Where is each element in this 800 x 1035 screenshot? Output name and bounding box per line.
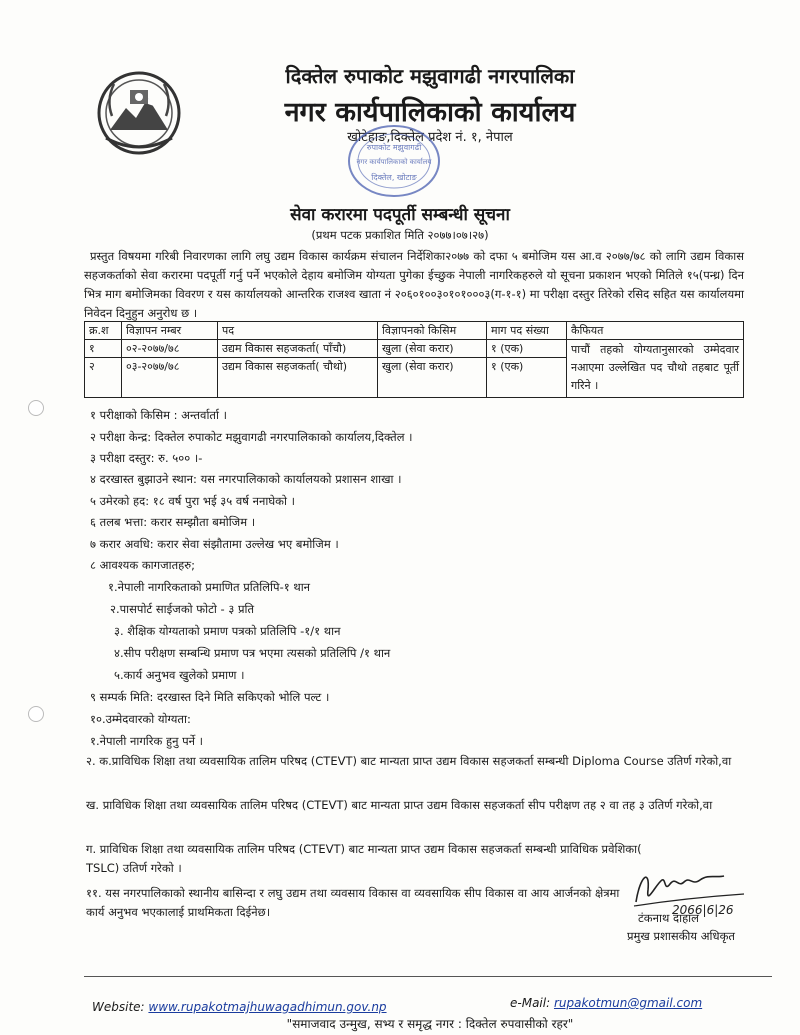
signatory-title: प्रमुख प्रशासकीय अधिकृत <box>627 929 735 943</box>
vacancy-table <box>84 321 744 398</box>
qualification-citizen: १.नेपाली नागरिक हुनु पर्ने । <box>90 734 204 748</box>
detail-exam-type: १ परीक्षाको किसिम : अन्तर्वार्ता । <box>90 408 227 422</box>
signature-date: 2066|6|26 <box>672 903 734 917</box>
punch-hole <box>28 706 44 722</box>
col-post: पद <box>218 322 378 340</box>
stamp-text-top: रुपाकोट मझुवागढी <box>366 143 422 152</box>
website-line <box>92 1000 387 1014</box>
detail-contract-period: ७ करार अवधि: करार सेवा संझौतामा उल्लेख भए बमोजिम । <box>90 537 339 551</box>
cell-ad-number: ०२-२०७७/७८ <box>122 340 218 358</box>
stamp-text-bottom: दिक्तेल, खोटाङ <box>371 173 417 182</box>
document-item: ३. शैक्षिक योग्यताको प्रमाण पत्रको प्रतिलिपि -१/१ थान <box>114 624 341 638</box>
notice-title: सेवा करारमा पदपूर्ती सम्बन्धी सूचना <box>290 205 510 225</box>
cell-serial: १ <box>85 340 122 358</box>
qualification-diploma: २. क.प्राविधिक शिक्षा तथा व्यवसायिक तालिम परिषद (CTEVT) बाट मान्यता प्राप्त उद्यम विकास सहजकर्ता सम्बन्धी Diploma Course उतिर्ण गरेको,वा <box>86 754 732 768</box>
office-stamp-icon <box>346 122 442 200</box>
detail-salary: ६ तलब भत्ता: करार सम्झौता बमोजिम । <box>90 515 256 529</box>
detail-contact-date: ९ सम्पर्क मिति: दरखास्त दिने मिति सकिएको भोलि पल्ट । <box>90 690 330 704</box>
document-item: ४.सीप परीक्षण सम्बन्धि प्रमाण पत्र भएमा त्यसको प्रतिलिपि /१ थान <box>114 646 391 660</box>
detail-exam-center: २ परीक्षा केन्द्र: दिक्तेल रुपाकोट मझुवागढी नगरपालिकाको कार्यालय,दिक्तेल । <box>90 430 413 444</box>
priority-note: ११. यस नगरपालिकाको स्थानीय बासिन्दा र लघु उद्यम तथा व्यवसाय विकास वा व्यवसायिक सीप विकास वा आय आर्जनको क्षेत्रमा कार्य अनुभव भएकालाई प्राथमिकता दिईनेछ। <box>86 886 620 919</box>
email-line <box>510 996 702 1010</box>
municipality-name: दिक्तेल रुपाकोट मझुवागढी नगरपालिका <box>285 64 575 88</box>
cell-post-count: १ (एक) <box>487 340 567 358</box>
office-name: नगर कार्यपालिकाको कार्यालय <box>284 97 576 128</box>
cell-post: उद्यम विकास सहजकर्ता( पाँचौ) <box>218 340 378 358</box>
document-item: ५.कार्य अनुभव खुलेको प्रमाण । <box>114 668 245 682</box>
table-row <box>85 340 744 358</box>
col-serial: क्र.श <box>85 322 122 340</box>
table-header-row <box>85 322 744 340</box>
cell-post: उद्यम विकास सहजकर्ता( चौथो) <box>218 358 378 398</box>
cell-ad-type: खुला (सेवा करार) <box>378 340 487 358</box>
handwritten-signature-icon <box>626 858 756 918</box>
document-item: २.पासपोर्ट साईजको फोटो - ३ प्रति <box>110 602 255 616</box>
office-address: खोटेहाङ,दिक्तेल प्रदेश नं. १, नेपाल <box>347 130 513 145</box>
qualification-heading: १०.उम्मेदवारको योग्यता: <box>90 712 191 726</box>
cell-ad-type: खुला (सेवा करार) <box>378 358 487 398</box>
detail-submission-place: ४ दरखास्त बुझाउने स्थान: यस नगरपालिकाको कार्यालयको प्रशासन शाखा । <box>90 472 402 486</box>
detail-exam-fee: ३ परीक्षा दस्तुर: रु. ५०० ।- <box>90 451 203 465</box>
cell-post-count: १ (एक) <box>487 358 567 398</box>
cell-ad-number: ०३-२०७७/७८ <box>122 358 218 398</box>
qualification-skill-test: ख. प्राविधिक शिक्षा तथा व्यवसायिक तालिम परिषद (CTEVT) बाट मान्यता प्राप्त उद्यम विकास सहजकर्ता सीप परीक्षण तह २ वा तह ३ उतिर्ण गरेको,वा <box>86 798 713 812</box>
stamp-text-mid: नगर कार्यपालिकाको कार्यालय <box>356 158 432 166</box>
email-label: e-Mail: <box>510 996 551 1010</box>
qualification-tslc: ग. प्राविधिक शिक्षा तथा व्यवसायिक तालिम परिषद (CTEVT) बाट मान्यता प्राप्त उद्यम विकास सहजकर्ता सम्बन्धी प्राविधिक प्रवेशिका( TSLC) उतिर्ण गरेको । <box>86 842 642 875</box>
document-item: १.नेपाली नागरिकताको प्रमाणित प्रतिलिपि-१ थान <box>108 580 311 594</box>
cell-remarks: पाचौं तहको योग्यतानुसारको उम्मेदवार नआएमा उल्लेखित पद चौथो तहबाट पूर्ती गरिने । <box>567 340 744 398</box>
website-label: Website: <box>92 1000 145 1014</box>
footer-divider <box>84 976 772 977</box>
detail-documents-heading: ८ आवश्यक कागजातहरु; <box>90 558 196 572</box>
col-ad-number: विज्ञापन नम्बर <box>122 322 218 340</box>
col-ad-type: विज्ञापनको किसिम <box>378 322 487 340</box>
footer-motto: "समाजवाद उन्मुख, सभ्य र समृद्ध नगर : दिक्तेल रुपवासीको रहर" <box>286 1017 574 1031</box>
publication-date: (प्रथम पटक प्रकाशित मिति २०७७।०७।२७) <box>311 228 489 242</box>
website-link[interactable]: www.rupakotmajhuwagadhimun.gov.np <box>148 1000 387 1014</box>
col-post-count: माग पद संख्या <box>487 322 567 340</box>
detail-age-limit: ५ उमेरको हद: १८ वर्ष पुरा भई ३५ वर्ष ननाघेको । <box>90 494 295 508</box>
intro-paragraph: प्रस्तुत विषयमा गरिबी निवारणका लागि लघु उद्यम विकास कार्यक्रम संचालन निर्देशिका२०७७ को दफा ५ बमोजिम यस आ.व २०७७/७८ को लागि उद्यम विकास सहजकर्ताको सेवा करारमा पदपूर्ती गर्नु पर्ने भएकोले देहाय बमोजिम योग्यता पुगेका ईच्छुक नेपाली नागरिकहरुले यो सूचना प्रकाशन भएको मितिले १५(पन्ध्र) दिन भित्र माग बमोजिमका विवरण र यस कार्यालयको आन्तरिक राजश्व खाता नं २०६०१००३०१०१०००३(ग-१-१) मा परीक्षा दस्तुर तिरेको रसिद सहित यस कार्यालयमा निवेदन दिनुहुन अनुरोध छ । <box>84 249 744 320</box>
cell-serial: २ <box>85 358 122 398</box>
email-link[interactable]: rupakotmun@gmail.com <box>553 996 703 1010</box>
punch-hole <box>28 400 44 416</box>
signatory-name: टंकनाथ दाहाल <box>638 911 699 925</box>
col-remarks: कैफियत <box>567 322 744 340</box>
